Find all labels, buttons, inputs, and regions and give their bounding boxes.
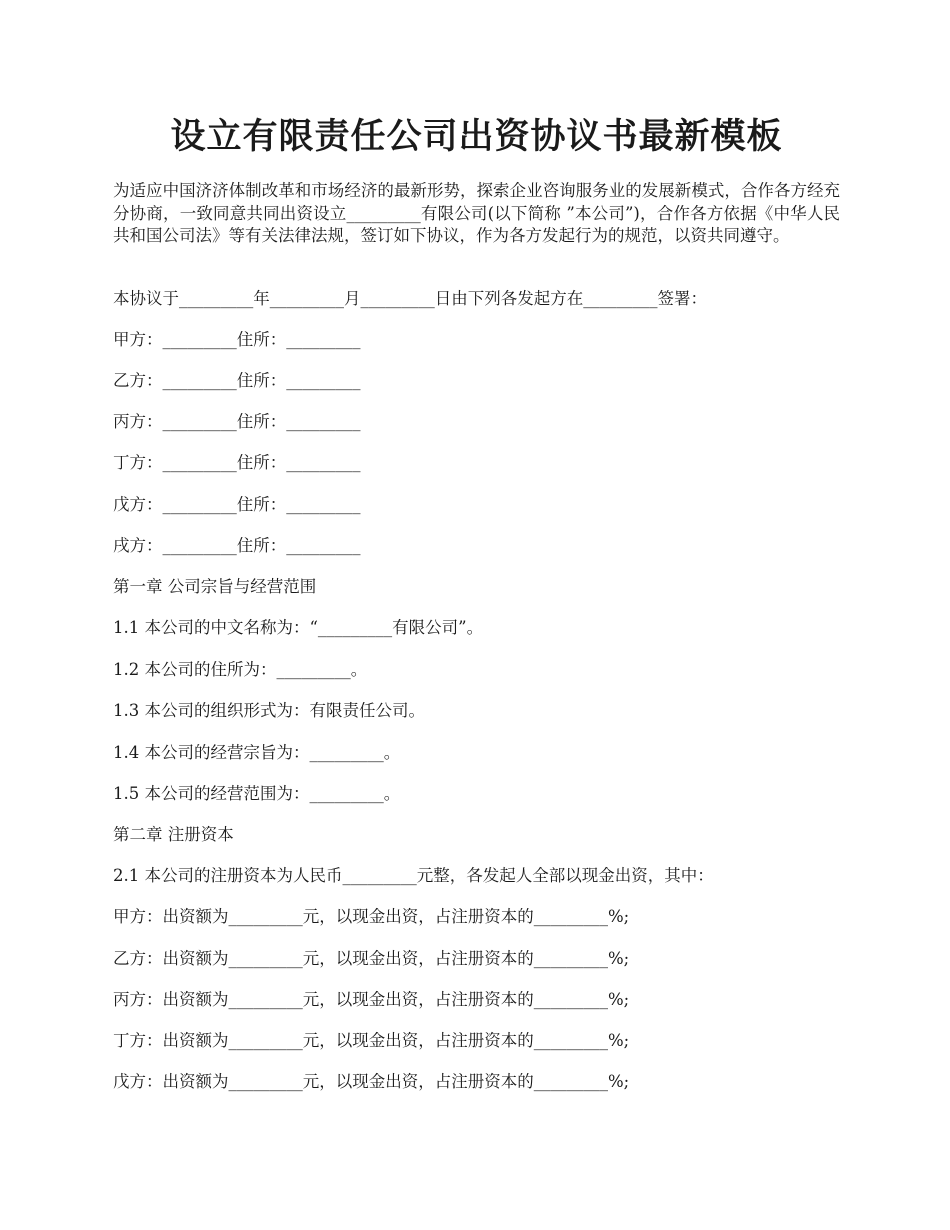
intro-paragraph: 为适应中国济济体制改革和市场经济的最新形势，探索企业咨询服务业的发展新模式，合作各方经充分协商，一致同意共同出资设立_________有限公司(以下简称 ”本公司”)，合作各方依据《中华人民共和国公司法》等有关法律法规，签订如下协议，作为各方发起行为的规范，以资共同遵守。 xyxy=(113,181,840,245)
contribution-jia-line: 甲方：出资额为_________元，以现金出资，占注册资本的_________%; xyxy=(113,907,630,926)
chapter-one-heading: 第一章 公司宗旨与经营范围 xyxy=(113,577,317,596)
party-bing-line: 丙方：_________住所：_________ xyxy=(113,412,361,431)
document-title: 设立有限责任公司出资协议书最新模板 xyxy=(170,116,783,157)
clause-1-1: 1.1 本公司的中文名称为：“_________有限公司”。 xyxy=(113,618,484,637)
party-yi-line: 乙方：_________住所：_________ xyxy=(113,371,361,390)
contribution-wu-line: 戊方：出资额为_________元，以现金出资，占注册资本的_________%; xyxy=(113,1072,630,1091)
clause-1-5: 1.5 本公司的经营范围为：_________。 xyxy=(113,784,401,803)
clause-1-2: 1.2 本公司的住所为：_________。 xyxy=(113,660,368,679)
chapter-two-heading: 第二章 注册资本 xyxy=(113,825,234,844)
signing-date-line: 本协议于_________年_________月_________日由下列各发起方在_________签署： xyxy=(113,289,707,308)
contribution-yi-line: 乙方：出资额为_________元，以现金出资，占注册资本的_________%; xyxy=(113,949,630,968)
party-wu-line: 戊方：_________住所：_________ xyxy=(113,495,361,514)
party-xu-line: 戌方：_________住所：_________ xyxy=(113,536,361,555)
party-jia-line: 甲方：_________住所：_________ xyxy=(113,330,361,349)
party-ding-line: 丁方：_________住所：_________ xyxy=(113,453,361,472)
contribution-bing-line: 丙方：出资额为_________元，以现金出资，占注册资本的_________%; xyxy=(113,990,630,1009)
contribution-ding-line: 丁方：出资额为_________元，以现金出资，占注册资本的_________%; xyxy=(113,1031,630,1050)
clause-1-3: 1.3 本公司的组织形式为：有限责任公司。 xyxy=(113,701,425,720)
clause-2-1: 2.1 本公司的注册资本为人民币_________元整，各发起人全部以现金出资，其中： xyxy=(113,866,714,885)
clause-1-4: 1.4 本公司的经营宗旨为：_________。 xyxy=(113,743,401,762)
